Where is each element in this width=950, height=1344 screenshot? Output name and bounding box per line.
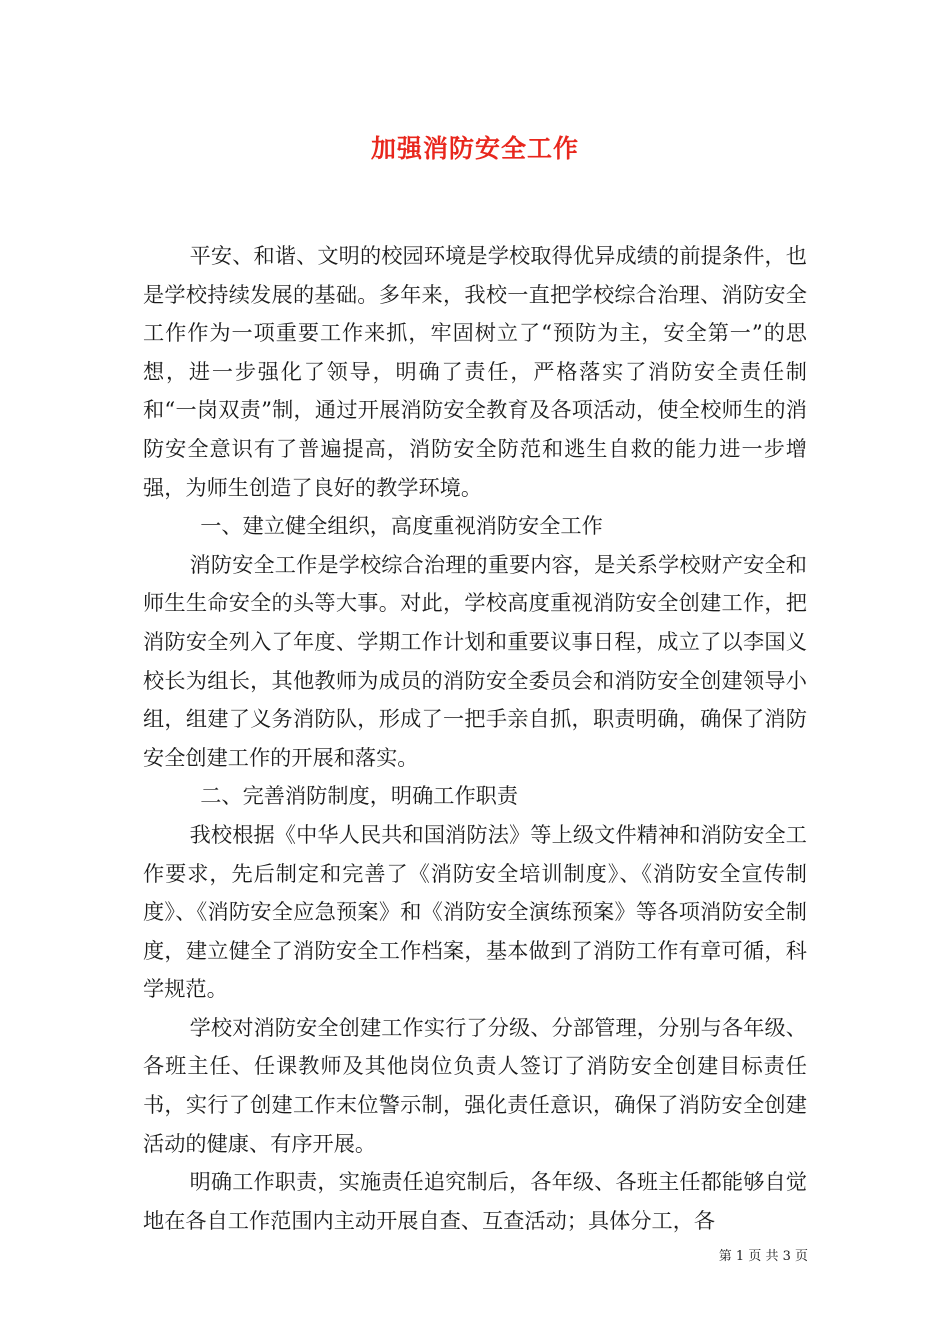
paragraph: 学校对消防安全创建工作实行了分级、分部管理，分别与各年级、各班主任、任课教师及其他岗位负责人签订了消防安全创建目标责任书，实行了创建工作末位警示制，强化责任意识，确保了消防安全创建活动的健康、有序开展。: [143, 1014, 807, 1156]
section-heading-2: 二、完善消防制度，明确工作职责: [200, 783, 519, 809]
section-heading-1: 一、建立健全组织，高度重视消防安全工作: [200, 513, 603, 539]
paragraph: 明确工作职责，实施责任追究制后，各年级、各班主任都能够自觉地在各自工作范围内主动开展自查、互查活动；具体分工，各: [143, 1169, 807, 1233]
paragraph: 我校根据《中华人民共和国消防法》等上级文件精神和消防安全工作要求，先后制定和完善了《消防安全培训制度》、《消防安全宣传制度》、《消防安全应急预案》和《消防安全演练预案》等各项消防安全制度，建立健全了消防安全工作档案，基本做到了消防工作有章可循，科学规范。: [143, 821, 807, 1002]
paragraph-intro: 平安、和谐、文明的校园环境是学校取得优异成绩的前提条件，也是学校持续发展的基础。多年来，我校一直把学校综合治理、消防安全工作作为一项重要工作来抓，牢固树立了“预防为主，安全第一”的思想，进一步强化了领导，明确了责任，严格落实了消防安全责任制和“一岗双责”制，通过开展消防安全教育及各项活动，使全校师生的消防安全意识有了普遍提高，消防安全防范和逃生自救的能力进一步增强，为师生创造了良好的教学环境。: [143, 243, 807, 500]
paragraph: 消防安全工作是学校综合治理的重要内容，是关系学校财产安全和师生生命安全的头等大事。对此，学校高度重视消防安全创建工作，把消防安全列入了年度、学期工作计划和重要议事日程，成立了以李国义校长为组长，其他教师为成员的消防安全委员会和消防安全创建领导小组，组建了义务消防队，形成了一把手亲自抓，职责明确，确保了消防安全创建工作的开展和落实。: [143, 551, 807, 770]
page-number-footer: 第 1 页 共 3 页: [718, 1249, 808, 1264]
document-body: [143, 237, 807, 1240]
document-title: 加强消防安全工作: [370, 134, 579, 163]
